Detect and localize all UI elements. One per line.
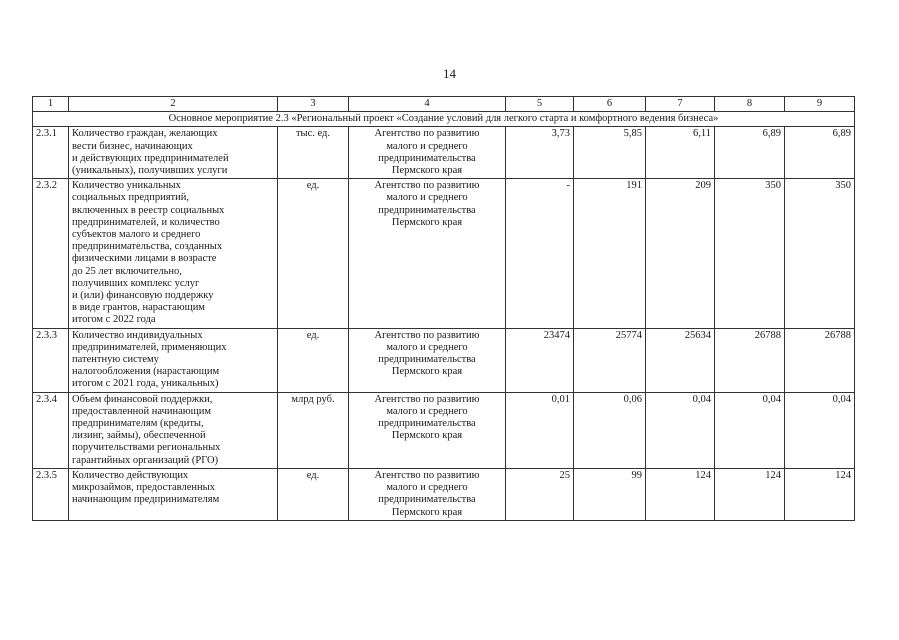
value-col-6: 0,06 [574,392,646,468]
value-col-9: 6,89 [785,127,855,179]
responsible-executor: Агентство по развитию малого и среднего предпринимательства Пермского края [349,127,506,179]
unit-of-measure: ед. [278,328,349,392]
value-col-6: 25774 [574,328,646,392]
item-number: 2.3.1 [33,127,69,179]
value-col-7: 0,04 [646,392,715,468]
responsible-executor: Агентство по развитию малого и среднего предпринимательства Пермского края [349,392,506,468]
value-col-7: 124 [646,468,715,520]
item-number: 2.3.5 [33,468,69,520]
section-row [33,112,855,127]
value-col-5: 23474 [506,328,574,392]
column-number: 1 [33,97,69,112]
value-col-9: 0,04 [785,392,855,468]
section-title: Основное мероприятие 2.3 «Региональный проект «Создание условий для легкого старта и комфортного ведения бизнеса» [33,112,855,127]
unit-of-measure: млрд руб. [278,392,349,468]
value-col-9: 124 [785,468,855,520]
column-number: 9 [785,97,855,112]
unit-of-measure: ед. [278,468,349,520]
value-col-8: 0,04 [715,392,785,468]
indicator-name: Количество индивидуальных предпринимателей, применяющих патентную систему налогообложения (нарастающим итогом с 2021 года, уникальных) [69,328,278,392]
indicator-name: Количество действующих микрозаймов, предоставленных начинающим предпринимателям [69,468,278,520]
value-col-8: 350 [715,179,785,328]
value-col-9: 26788 [785,328,855,392]
column-number: 3 [278,97,349,112]
value-col-8: 26788 [715,328,785,392]
table-row [33,392,855,468]
value-col-5: 0,01 [506,392,574,468]
value-col-8: 6,89 [715,127,785,179]
indicators-table [32,96,855,521]
indicator-name: Количество уникальных социальных предприятий, включенных в реестр социальных предпринимателей, и количество субъектов малого и среднего предпринимательства, созданных физическими лицами в возрасте до 25 лет включительно, получивших комплекс услуг и (или) финансовую поддержку в виде грантов, нарастающим итогом с 2022 года [69,179,278,328]
value-col-9: 350 [785,179,855,328]
responsible-executor: Агентство по развитию малого и среднего предпринимательства Пермского края [349,468,506,520]
value-col-7: 25634 [646,328,715,392]
item-number: 2.3.2 [33,179,69,328]
unit-of-measure: ед. [278,179,349,328]
column-number: 7 [646,97,715,112]
value-col-5: - [506,179,574,328]
column-number: 8 [715,97,785,112]
table-row [33,328,855,392]
page-number: 14 [443,66,456,81]
value-col-8: 124 [715,468,785,520]
column-number-row [33,97,855,112]
responsible-executor: Агентство по развитию малого и среднего предпринимательства Пермского края [349,328,506,392]
indicator-name: Объем финансовой поддержки, предоставленной начинающим предпринимателям (кредиты, лизинг, займы), обеспеченной поручительствами региональных гарантийных организаций (РГО) [69,392,278,468]
value-col-6: 99 [574,468,646,520]
indicator-name: Количество граждан, желающих вести бизнес, начинающих и действующих предпринимателей (уникальных), получивших услуги [69,127,278,179]
item-number: 2.3.3 [33,328,69,392]
column-number: 2 [69,97,278,112]
responsible-executor: Агентство по развитию малого и среднего предпринимательства Пермского края [349,179,506,328]
column-number: 4 [349,97,506,112]
table-row [33,179,855,328]
value-col-7: 209 [646,179,715,328]
value-col-5: 3,73 [506,127,574,179]
item-number: 2.3.4 [33,392,69,468]
table-row [33,468,855,520]
value-col-7: 6,11 [646,127,715,179]
value-col-6: 5,85 [574,127,646,179]
unit-of-measure: тыс. ед. [278,127,349,179]
table-row [33,127,855,179]
value-col-5: 25 [506,468,574,520]
column-number: 5 [506,97,574,112]
column-number: 6 [574,97,646,112]
value-col-6: 191 [574,179,646,328]
